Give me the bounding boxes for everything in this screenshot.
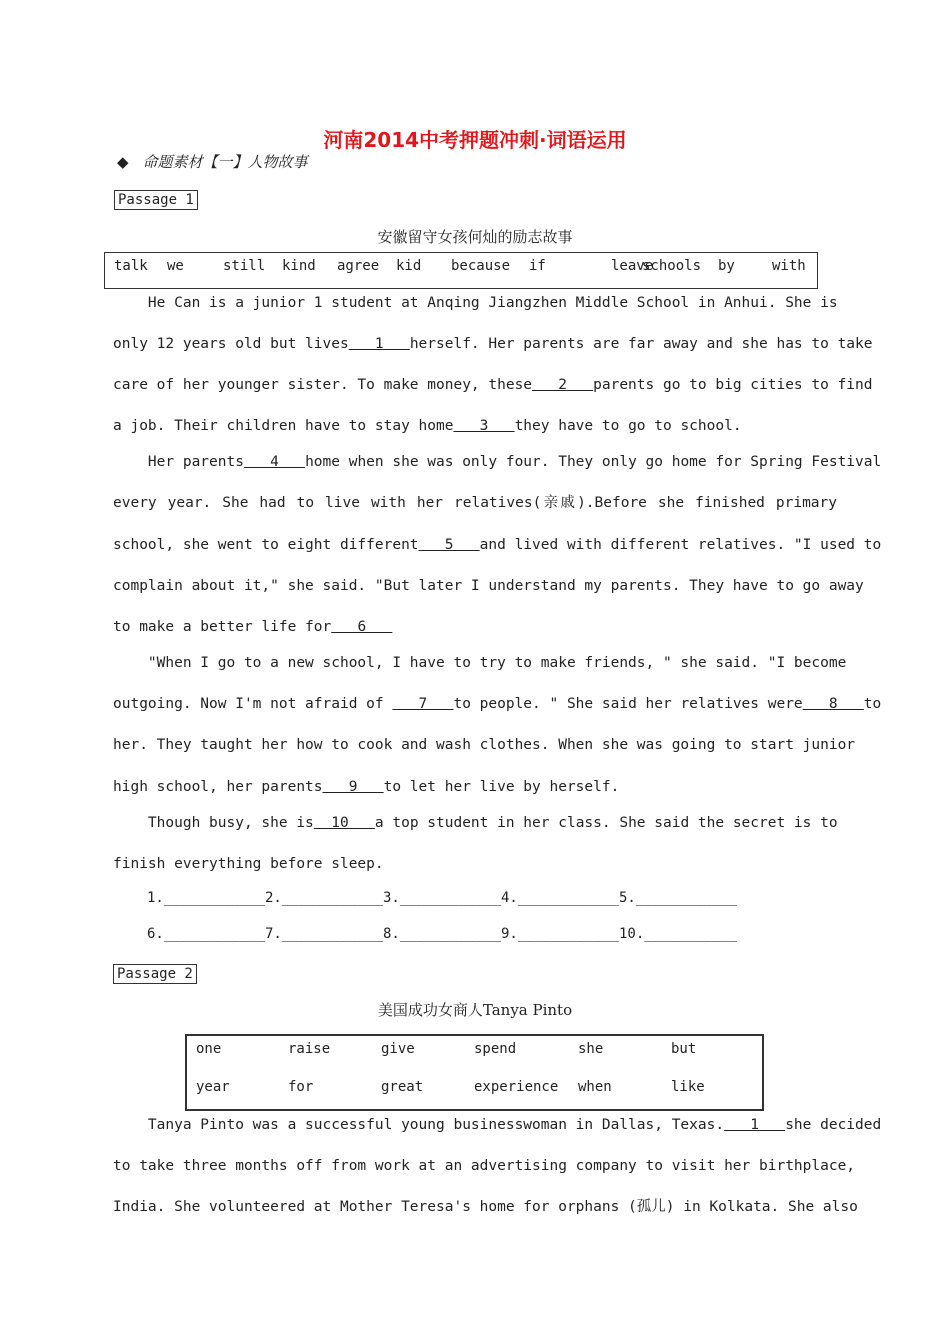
word-bank-item: with [772,258,806,274]
passage-line: every year. She had to live with her relatives(亲戚).Before she finished primary [113,495,837,511]
passage-line: "When I go to a new school, I have to try to make friends, " she said. "I become [113,655,847,671]
blank-4: 4 [243,454,306,470]
word-bank-item: for [288,1079,314,1095]
blank-8: 8 [802,696,864,712]
word-bank-item: because [451,258,511,274]
diamond-bullet-icon: ◆ [117,153,129,171]
word-bank-item: experience [474,1079,559,1095]
topic-heading [117,151,308,172]
blank-5: 5 [418,537,480,553]
passage-line: care of her younger sister. To make money, these 2 parents go to big cities to find [113,377,873,393]
topic-label: 命题素材【一】人物故事 [142,153,308,171]
blank-3: 3 [453,418,515,434]
blank-6: 6 [331,619,393,635]
passage-line: to take three months off from work at an advertising company to visit her birthplace, [113,1158,856,1174]
word-bank-item: kind [282,258,316,274]
word-bank-item: great [381,1079,424,1095]
passage-line: high school, her parents 9 to let her live by herself. [113,779,620,795]
passage-1-label: Passage 1 [114,190,198,210]
passage-line: a job. Their children have to stay home 3 they have to go to school. [113,418,742,434]
word-bank-item: one [196,1041,222,1057]
word-bank-item: like [671,1079,705,1095]
passage-2-title: 美国成功女商人Tanya Pinto [377,1001,573,1019]
passage-line: He Can is a junior 1 student at Anqing Jiangzhen Middle School in Anhui. She is [113,295,838,311]
word-bank-item: give [381,1041,415,1057]
passage-line: complain about it," she said. "But later I understand my parents. They have to go away [113,578,864,594]
blank-10: 10 [313,815,375,831]
passage-line: Tanya Pinto was a successful young businesswoman in Dallas, Texas. 1 she decided [113,1117,882,1133]
passage-line: her. They taught her how to cook and wash clothes. When she was going to start junior [113,737,856,753]
blank-1: 1 [348,336,410,352]
passage-line: Though busy, she is 10 a top student in her class. She said the secret is to [113,815,838,831]
word-bank-item: talk [114,258,148,274]
passage-line: finish everything before sleep. [113,856,384,872]
word-bank-1 [104,252,818,289]
blank-9: 9 [322,779,384,795]
passage-line: school, she went to eight different 5 and lived with different relatives. "I used to [113,537,882,553]
word-bank-item: year [196,1079,230,1095]
word-bank-item: she [578,1041,604,1057]
passage-2-label: Passage 2 [113,964,197,984]
passage-line: India. She volunteered at Mother Teresa's home for orphans (孤儿) in Kolkata. She also [113,1199,858,1215]
word-bank-2 [185,1034,764,1111]
word-bank-item: we [167,258,184,274]
answer-row-1: 1.____________2.____________3.____________4.____________5.____________ [147,890,738,906]
blank-1: 1 [724,1117,786,1133]
word-bank-item: spend [474,1041,517,1057]
word-bank-item: when [578,1079,612,1095]
passage-line: outgoing. Now I'm not afraid of 7 to people. " She said her relatives were 8 to [113,696,882,712]
word-bank-item: kid [396,258,422,274]
passage-line: to make a better life for 6 [113,619,393,635]
word-bank-item: raise [288,1041,331,1057]
page-title: 河南2014中考押题冲刺·词语运用 [323,128,627,152]
answer-row-2: 6.____________7.____________8.____________9.____________10.___________ [147,926,738,942]
blank-2: 2 [532,377,594,393]
word-bank-item: if [529,258,546,274]
word-bank-item: agree [337,258,380,274]
word-bank-item: schools [642,258,702,274]
word-bank-item: leave [611,258,654,274]
passage-1-title: 安徽留守女孩何灿的励志故事 [377,228,573,246]
blank-7: 7 [392,696,454,712]
passage-line: Her parents 4 home when she was only four. They only go home for Spring Festival [113,454,882,470]
word-bank-item: by [718,258,735,274]
passage-line: only 12 years old but lives 1 herself. Her parents are far away and she has to take [113,336,873,352]
word-bank-item: but [671,1041,697,1057]
word-bank-item: still [223,258,266,274]
